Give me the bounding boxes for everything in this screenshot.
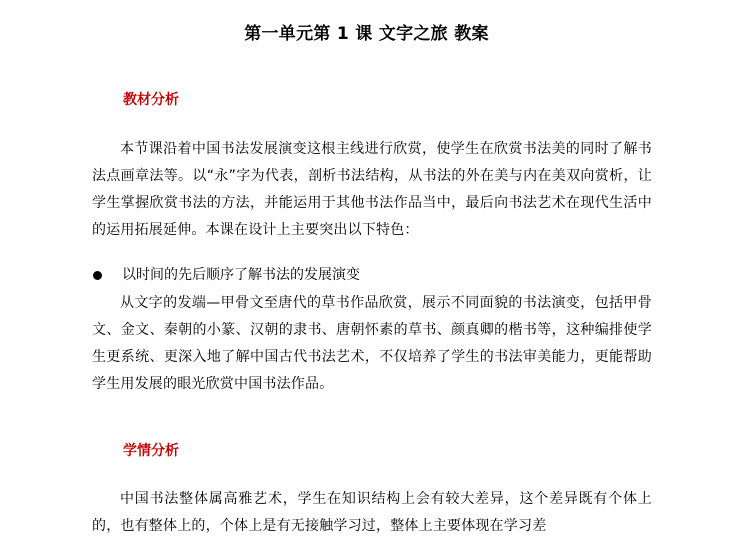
bullet-text: 以时间的先后顺序了解书法的发展演变: [122, 267, 360, 283]
paragraph-textbook-intro: 本节课沿着中国书法发展演变这根主线进行欣赏，使学生在欣赏书法美的同时了解书法点画章法等。以“永”字为代表，剖析书法结构，从书法的外在美与内在美双向赏析，让学生掌握欣赏书法的方法，并能运用于其他书法作品当中，最后向书法艺术在现代生活中的运用拓展延伸。本课在设计上主要突出以下特色：: [92, 141, 652, 238]
document-title: 第一单元第 1 课 文字之旅 教案: [244, 24, 489, 44]
section-heading-textbook-analysis: 教材分析: [123, 92, 179, 108]
bullet-item: [92, 262, 652, 289]
section-heading-learner-analysis: 学情分析: [123, 443, 179, 459]
bullet-dot-icon: [93, 271, 102, 280]
paragraph-calligraphy-evolution: 从文字的发端—甲骨文至唐代的草书作品欣赏，展示不同面貌的书法演变，包括甲骨文、金文、秦朝的小篆、汉朝的隶书、唐朝怀素的草书、颜真卿的楷书等，这种编排使学生更系统、更深入地了解中国古代书法艺术，不仅培养了学生的书法审美能力，更能帮助学生用发展的眼光欣赏中国书法作品。: [92, 295, 652, 392]
paragraph-learner-analysis: 中国书法整体属高雅艺术，学生在知识结构上会有较大差异，这个差异既有个体上的，也有整体上的，个体上是有无接触学习过，整体上主要体现在学习差: [92, 491, 652, 534]
